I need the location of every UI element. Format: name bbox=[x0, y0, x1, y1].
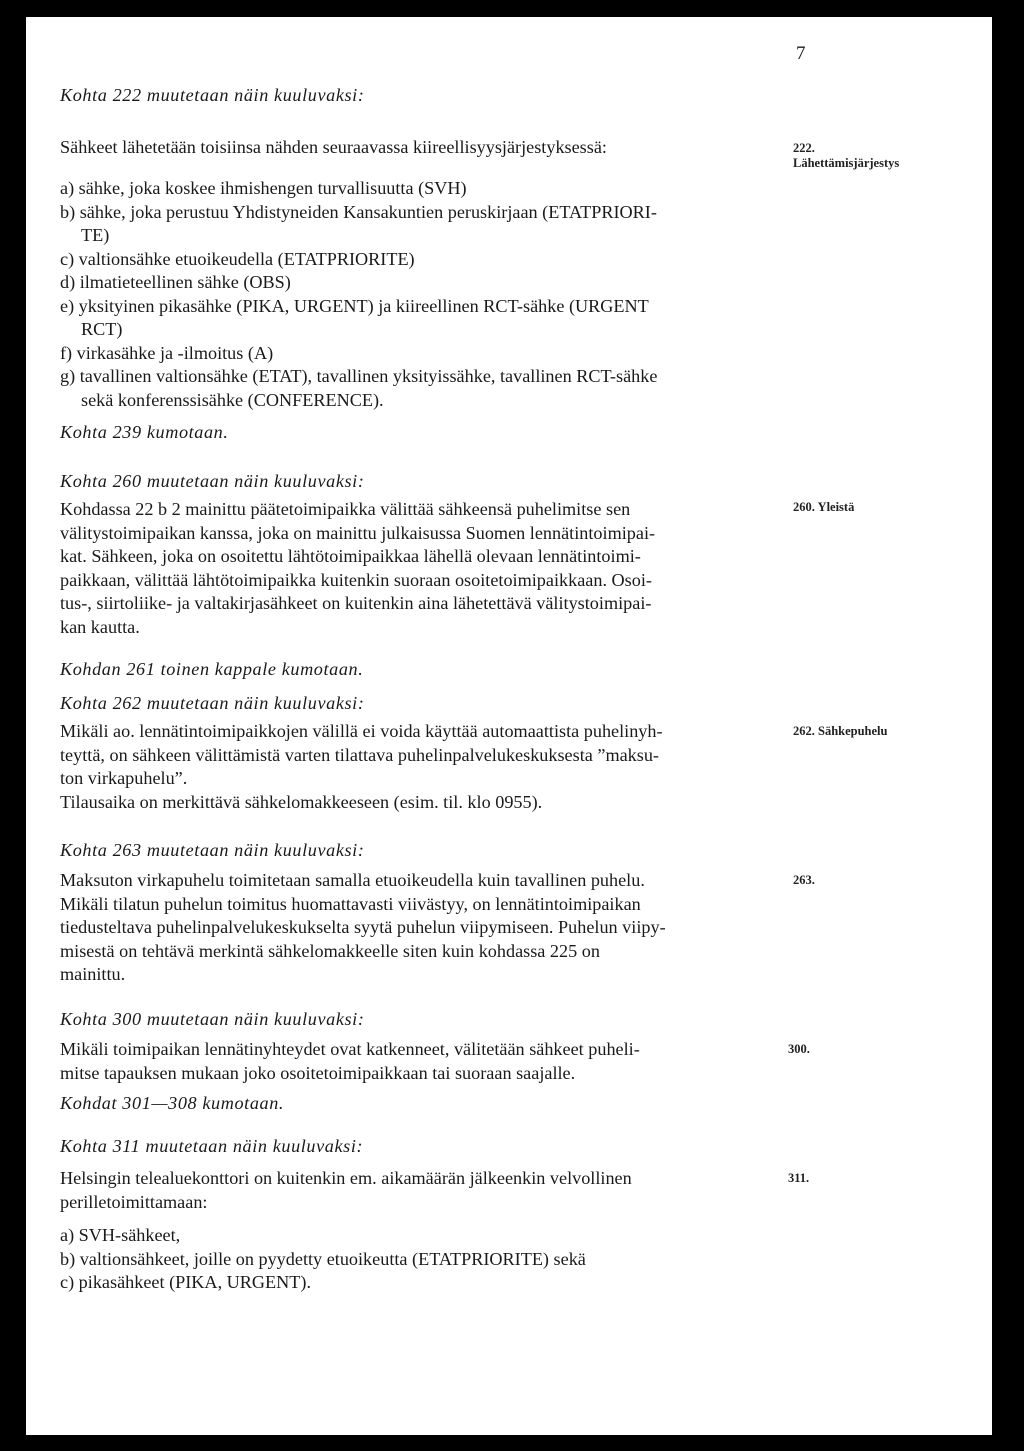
list-item-continuation: sekä konferenssisähke (CONFERENCE). bbox=[81, 389, 384, 410]
list-item-continuation: TE) bbox=[81, 225, 110, 245]
text-line: kat. Sähkeen, joka on osoitettu lähtötoimipaikkaa lähellä olevaan lennätintoimi- bbox=[60, 546, 641, 566]
list-item: g) tavallinen valtionsähke (ETAT), tavallinen yksityissähke, tavallinen RCT-sähke bbox=[60, 366, 658, 386]
list-item-continuation: RCT) bbox=[81, 319, 123, 339]
paragraph-311 bbox=[60, 1167, 772, 1214]
text-line: ton virkapuhelu”. bbox=[60, 768, 188, 788]
paragraph-260 bbox=[60, 498, 772, 639]
heading-239: Kohta 239 kumotaan. bbox=[60, 422, 229, 442]
list-item: c) pikasähkeet (PIKA, URGENT). bbox=[60, 1272, 312, 1292]
list-item: b) sähke, joka perustuu Yhdistyneiden Kansakuntien peruskirjaan (ETATPRIORI- bbox=[60, 201, 657, 222]
margin-note-263: 263. bbox=[793, 873, 815, 887]
heading-300: Kohta 300 muutetaan näin kuuluvaksi: bbox=[60, 1009, 365, 1029]
page-number: 7 bbox=[796, 43, 806, 64]
list-item: d) ilmatieteellinen sähke (OBS) bbox=[60, 272, 291, 292]
paragraph-262 bbox=[60, 720, 772, 814]
heading-262: Kohta 262 muutetaan näin kuuluvaksi: bbox=[60, 693, 365, 713]
list-item: a) SVH-sähkeet, bbox=[60, 1225, 181, 1245]
heading-263: Kohta 263 muutetaan näin kuuluvaksi: bbox=[60, 840, 365, 860]
margin-note-260: 260. Yleistä bbox=[793, 500, 855, 514]
document-page bbox=[26, 17, 992, 1435]
text-line: Mikäli ao. lennätintoimipaikkojen välillä ei voida käyttää automaattista puhelinyh- bbox=[60, 721, 663, 741]
text-line: mainittu. bbox=[60, 964, 126, 984]
margin-note-262: 262. Sähkepuhelu bbox=[793, 724, 888, 738]
list-item: c) valtionsähke etuoikeudella (ETATPRIORITE) bbox=[60, 248, 415, 269]
text-line: tus-, siirtoliike- ja valtakirjasähkeet on kuitenkin aina lähetettävä välitystoimipai- bbox=[60, 593, 652, 613]
list-item: b) valtionsähkeet, joille on pyydetty etuoikeutta (ETATPRIORITE) sekä bbox=[60, 1248, 586, 1269]
list-item: e) yksityinen pikasähke (PIKA, URGENT) ja kiireellinen RCT-sähke (URGENT bbox=[60, 295, 649, 316]
intro-222: Sähkeet lähetetään toisiinsa nähden seuraavassa kiireellisyysjärjestyksessä: bbox=[60, 137, 607, 157]
text-line: mitse tapauksen mukaan joko osoitetoimipaikkaan tai suoraan saajalle. bbox=[60, 1062, 576, 1083]
text-line: paikkaan, välittää lähtötoimipaikka kuitenkin suoraan osoitetoimipaikkaan. Osoi- bbox=[60, 569, 652, 590]
heading-260: Kohta 260 muutetaan näin kuuluvaksi: bbox=[60, 471, 365, 491]
paragraph-263 bbox=[60, 869, 772, 987]
paragraph-300 bbox=[60, 1038, 772, 1085]
margin-note-222: 222. Lähettämisjärjestys bbox=[793, 141, 900, 170]
text-line: kan kautta. bbox=[60, 616, 140, 637]
list-item: f) virkasähke ja -ilmoitus (A) bbox=[60, 342, 274, 363]
text-line: välitystoimipaikan kanssa, joka on mainittu julkaisussa Suomen lennätintoimipai- bbox=[60, 522, 656, 543]
heading-311: Kohta 311 muutetaan näin kuuluvaksi: bbox=[60, 1136, 364, 1156]
text-line: Kohdassa 22 b 2 mainittu päätetoimipaikka välittää sähkeensä puhelimitse sen bbox=[60, 499, 631, 519]
text-line: perilletoimittamaan: bbox=[60, 1191, 208, 1212]
text-line: misestä on tehtävä merkintä sähkelomakkeelle siten kuin kohdassa 225 on bbox=[60, 940, 600, 961]
text-line: Mikäli toimipaikan lennätinyhteydet ovat katkenneet, välitetään sähkeet puheli- bbox=[60, 1039, 640, 1059]
list-311 bbox=[60, 1224, 772, 1295]
text-line: teyttä, on sähkeen välittämistä varten tilattava puhelinpalvelukeskuksesta ”maksu- bbox=[60, 744, 659, 765]
text-line: Mikäli tilatun puhelun toimitus huomattavasti viivästyy, on lennätintoimipaikan bbox=[60, 893, 641, 914]
margin-note-300: 300. bbox=[788, 1042, 810, 1056]
text-line: Helsingin telealuekonttori on kuitenkin em. aikamäärän jälkeenkin velvollinen bbox=[60, 1168, 632, 1188]
heading-301-308: Kohdat 301—308 kumotaan. bbox=[60, 1093, 285, 1113]
text-line: Tilausaika on merkittävä sähkelomakkeeseen (esim. til. klo 0955). bbox=[60, 791, 543, 812]
list-item: a) sähke, joka koskee ihmishengen turvallisuutta (SVH) bbox=[60, 178, 467, 198]
text-line: tiedusteltava puhelinpalvelukeskukselta syytä puhelun viipymiseen. Puhelun viipy- bbox=[60, 917, 666, 937]
text-line: Maksuton virkapuhelu toimitetaan samalla etuoikeudella kuin tavallinen puhelu. bbox=[60, 870, 645, 890]
heading-261: Kohdan 261 toinen kappale kumotaan. bbox=[60, 659, 364, 679]
heading-222: Kohta 222 muutetaan näin kuuluvaksi: bbox=[60, 85, 365, 105]
list-222 bbox=[60, 177, 772, 412]
margin-note-311: 311. bbox=[788, 1171, 810, 1185]
